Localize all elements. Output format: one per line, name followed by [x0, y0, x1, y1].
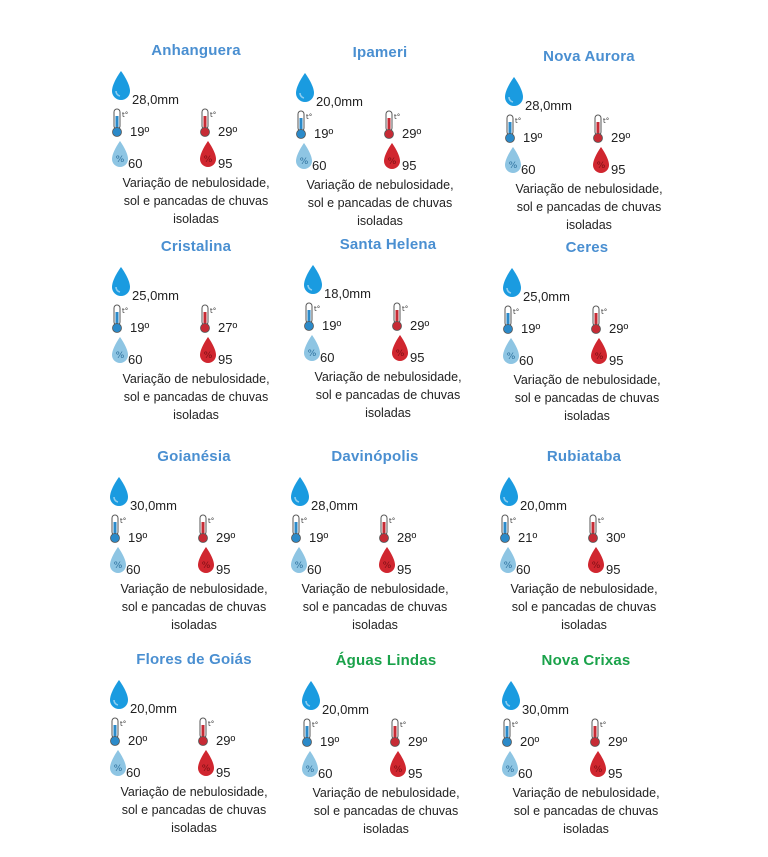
svg-text:t°: t°	[389, 517, 395, 525]
rainfall-value: 20,0mm	[520, 498, 567, 513]
min-temperature: 19º	[309, 530, 329, 545]
min-humidity: 60	[516, 562, 531, 577]
description-line: isoladas	[563, 822, 609, 836]
svg-text:t°: t°	[601, 308, 607, 316]
rain-drop-icon	[108, 476, 130, 508]
description-line: isoladas	[352, 618, 398, 632]
description-line: isoladas	[365, 406, 411, 420]
description-line: isoladas	[173, 408, 219, 422]
max-humidity: 95	[397, 562, 412, 577]
rain-drop-icon	[110, 266, 132, 298]
svg-text:t°: t°	[400, 721, 406, 729]
description-line: Variação de nebulosidade,	[120, 582, 268, 596]
city-name: Águas Lindas	[335, 652, 437, 669]
max-humidity: 95	[216, 562, 231, 577]
rainfall-value: 28,0mm	[132, 92, 179, 107]
rainfall-value: 25,0mm	[132, 288, 179, 303]
max-humidity: 95	[410, 350, 425, 365]
humidity-high-icon	[589, 337, 609, 365]
description-line: sol e pancadas de chuvas	[123, 194, 269, 208]
rainfall-value: 28,0mm	[525, 98, 572, 113]
humidity-high-icon	[382, 142, 402, 170]
humidity-high-icon	[198, 336, 218, 364]
svg-text:t°: t°	[301, 517, 307, 525]
humidity-high-icon	[198, 140, 218, 168]
thermometer-cold-icon	[110, 304, 128, 334]
thermometer-cold-icon	[503, 114, 521, 144]
min-humidity: 60	[307, 562, 322, 577]
rain-drop-icon	[289, 476, 311, 508]
thermometer-hot-icon	[589, 305, 607, 335]
min-temperature: 20º	[520, 734, 540, 749]
city-name: Cristalina	[160, 238, 232, 255]
thermometer-hot-icon	[588, 718, 606, 748]
description-line: isoladas	[171, 821, 217, 835]
city-card	[494, 448, 674, 632]
min-temperature: 19º	[314, 126, 334, 141]
rainfall-value: 18,0mm	[324, 286, 371, 301]
thermometer-hot-icon	[388, 718, 406, 748]
city-card	[104, 651, 284, 835]
svg-text:%: %	[387, 157, 397, 167]
thermometer-cold-icon	[289, 514, 307, 544]
svg-text:%: %	[115, 351, 125, 361]
rainfall-value: 28,0mm	[311, 498, 358, 513]
svg-text:%: %	[508, 161, 518, 171]
humidity-low-icon	[108, 749, 128, 777]
min-humidity: 60	[128, 156, 143, 171]
svg-text:%: %	[596, 161, 606, 171]
thermometer-hot-icon	[586, 514, 604, 544]
description-line: Variação de nebulosidade,	[513, 373, 661, 387]
svg-text:%: %	[305, 765, 315, 775]
description-line: Variação de nebulosidade,	[312, 786, 460, 800]
svg-text:t°: t°	[603, 117, 609, 125]
weather-description	[96, 370, 296, 424]
svg-text:t°: t°	[598, 517, 604, 525]
svg-text:t°: t°	[306, 113, 312, 121]
svg-text:%: %	[299, 157, 309, 167]
description-line: isoladas	[171, 618, 217, 632]
svg-text:%: %	[395, 349, 405, 359]
svg-text:t°: t°	[314, 305, 320, 313]
city-card	[298, 236, 478, 420]
rain-drop-icon	[500, 680, 522, 712]
max-temperature: 28º	[397, 530, 417, 545]
description-line: Variação de nebulosidade,	[120, 785, 268, 799]
svg-text:%: %	[593, 765, 603, 775]
weather-description	[94, 580, 294, 634]
thermometer-hot-icon	[198, 108, 216, 138]
city-card	[104, 448, 284, 632]
description-line: isoladas	[363, 822, 409, 836]
svg-text:t°: t°	[394, 113, 400, 121]
min-temperature: 19º	[130, 124, 150, 139]
description-line: Variação de nebulosidade,	[512, 786, 660, 800]
max-temperature: 29º	[216, 733, 236, 748]
city-card	[290, 44, 470, 228]
description-line: sol e pancadas de chuvas	[516, 200, 662, 214]
humidity-high-icon	[591, 146, 611, 174]
max-humidity: 95	[611, 162, 626, 177]
humidity-high-icon	[586, 546, 606, 574]
city-name: Ipameri	[352, 44, 408, 61]
description-line: Variação de nebulosidade,	[306, 178, 454, 192]
weather-description	[484, 580, 684, 634]
thermometer-hot-icon	[390, 302, 408, 332]
min-humidity: 60	[318, 766, 333, 781]
description-line: isoladas	[357, 214, 403, 228]
min-temperature: 19º	[130, 320, 150, 335]
max-temperature: 29º	[410, 318, 430, 333]
max-temperature: 29º	[218, 124, 238, 139]
humidity-low-icon	[110, 140, 130, 168]
min-temperature: 19º	[320, 734, 340, 749]
humidity-high-icon	[196, 749, 216, 777]
description-line: sol e pancadas de chuvas	[315, 388, 461, 402]
thermometer-cold-icon	[500, 718, 518, 748]
humidity-high-icon	[377, 546, 397, 574]
svg-text:t°: t°	[512, 721, 518, 729]
city-name: Nova Aurora	[543, 48, 635, 65]
humidity-high-icon	[390, 334, 410, 362]
rain-drop-icon	[300, 680, 322, 712]
max-humidity: 95	[216, 765, 231, 780]
humidity-low-icon	[108, 546, 128, 574]
thermometer-cold-icon	[108, 717, 126, 747]
rain-drop-icon	[110, 70, 132, 102]
min-humidity: 60	[518, 766, 533, 781]
svg-text:%: %	[113, 764, 123, 774]
humidity-low-icon	[300, 750, 320, 778]
svg-text:t°: t°	[600, 721, 606, 729]
city-card	[499, 48, 679, 232]
city-name: Ceres	[565, 239, 609, 256]
city-card	[106, 238, 286, 422]
min-humidity: 60	[126, 562, 141, 577]
svg-text:t°: t°	[122, 111, 128, 119]
rainfall-value: 30,0mm	[130, 498, 177, 513]
max-temperature: 29º	[608, 734, 628, 749]
description-line: sol e pancadas de chuvas	[123, 390, 269, 404]
min-humidity: 60	[521, 162, 536, 177]
description-line: sol e pancadas de chuvas	[121, 803, 267, 817]
description-line: sol e pancadas de chuvas	[307, 196, 453, 210]
thermometer-cold-icon	[302, 302, 320, 332]
weather-description	[96, 174, 296, 228]
description-line: sol e pancadas de chuvas	[121, 600, 267, 614]
weather-description	[286, 784, 486, 838]
rain-drop-icon	[108, 679, 130, 711]
weather-description	[288, 368, 488, 422]
description-line: isoladas	[564, 409, 610, 423]
svg-text:%: %	[594, 352, 604, 362]
svg-text:t°: t°	[120, 720, 126, 728]
thermometer-cold-icon	[108, 514, 126, 544]
rainfall-value: 30,0mm	[522, 702, 569, 717]
svg-text:%: %	[393, 765, 403, 775]
min-temperature: 19º	[128, 530, 148, 545]
svg-text:%: %	[382, 561, 392, 571]
rain-drop-icon	[302, 264, 324, 296]
city-card	[496, 652, 676, 836]
rain-drop-icon	[498, 476, 520, 508]
weather-description	[280, 176, 480, 230]
humidity-low-icon	[501, 337, 521, 365]
weather-description	[486, 784, 686, 838]
min-temperature: 21º	[518, 530, 538, 545]
svg-text:t°: t°	[513, 308, 519, 316]
svg-text:t°: t°	[210, 111, 216, 119]
humidity-low-icon	[503, 146, 523, 174]
humidity-low-icon	[110, 336, 130, 364]
min-humidity: 60	[128, 352, 143, 367]
humidity-high-icon	[196, 546, 216, 574]
description-line: sol e pancadas de chuvas	[313, 804, 459, 818]
thermometer-cold-icon	[300, 718, 318, 748]
description-line: Variação de nebulosidade,	[510, 582, 658, 596]
humidity-high-icon	[588, 750, 608, 778]
svg-text:%: %	[201, 764, 211, 774]
humidity-low-icon	[498, 546, 518, 574]
description-line: sol e pancadas de chuvas	[302, 600, 448, 614]
svg-text:%: %	[307, 349, 317, 359]
svg-text:%: %	[294, 561, 304, 571]
max-humidity: 95	[606, 562, 621, 577]
city-card	[497, 239, 677, 423]
max-humidity: 95	[608, 766, 623, 781]
city-name: Goianésia	[157, 448, 231, 465]
description-line: Variação de nebulosidade,	[515, 182, 663, 196]
city-name: Nova Crixas	[541, 652, 631, 669]
humidity-low-icon	[294, 142, 314, 170]
max-temperature: 30º	[606, 530, 626, 545]
description-line: Variação de nebulosidade,	[301, 582, 449, 596]
city-card	[285, 448, 465, 632]
svg-text:t°: t°	[515, 117, 521, 125]
svg-text:t°: t°	[122, 307, 128, 315]
thermometer-cold-icon	[110, 108, 128, 138]
svg-text:t°: t°	[402, 305, 408, 313]
max-temperature: 29º	[408, 734, 428, 749]
svg-text:%: %	[503, 561, 513, 571]
city-name: Anhanguera	[151, 42, 241, 59]
min-humidity: 60	[312, 158, 327, 173]
svg-text:t°: t°	[208, 517, 214, 525]
description-line: Variação de nebulosidade,	[314, 370, 462, 384]
thermometer-hot-icon	[196, 717, 214, 747]
svg-text:t°: t°	[312, 721, 318, 729]
city-name: Santa Helena	[339, 236, 437, 253]
svg-text:%: %	[591, 561, 601, 571]
svg-text:%: %	[201, 561, 211, 571]
humidity-low-icon	[289, 546, 309, 574]
max-humidity: 95	[408, 766, 423, 781]
rain-drop-icon	[501, 267, 523, 299]
svg-text:%: %	[505, 765, 515, 775]
weather-description	[489, 180, 689, 234]
rainfall-value: 20,0mm	[322, 702, 369, 717]
rain-drop-icon	[503, 76, 525, 108]
thermometer-cold-icon	[498, 514, 516, 544]
min-temperature: 19º	[523, 130, 543, 145]
description-line: isoladas	[566, 218, 612, 232]
city-name: Davinópolis	[331, 448, 419, 465]
weather-description	[487, 371, 687, 425]
max-humidity: 95	[218, 352, 233, 367]
description-line: sol e pancadas de chuvas	[511, 600, 657, 614]
min-humidity: 60	[519, 353, 534, 368]
city-name: Flores de Goiás	[136, 651, 252, 668]
description-line: sol e pancadas de chuvas	[514, 391, 660, 405]
thermometer-hot-icon	[196, 514, 214, 544]
svg-text:t°: t°	[210, 307, 216, 315]
min-humidity: 60	[320, 350, 335, 365]
svg-text:%: %	[506, 352, 516, 362]
description-line: Variação de nebulosidade,	[122, 176, 270, 190]
thermometer-hot-icon	[377, 514, 395, 544]
city-card	[106, 42, 286, 226]
max-temperature: 29º	[611, 130, 631, 145]
max-temperature: 29º	[402, 126, 422, 141]
max-temperature: 29º	[609, 321, 629, 336]
description-line: sol e pancadas de chuvas	[513, 804, 659, 818]
humidity-low-icon	[302, 334, 322, 362]
weather-description	[275, 580, 475, 634]
thermometer-cold-icon	[294, 110, 312, 140]
max-temperature: 27º	[218, 320, 238, 335]
svg-text:%: %	[113, 561, 123, 571]
rainfall-value: 20,0mm	[130, 701, 177, 716]
svg-text:t°: t°	[510, 517, 516, 525]
max-temperature: 29º	[216, 530, 236, 545]
rainfall-value: 25,0mm	[523, 289, 570, 304]
thermometer-hot-icon	[591, 114, 609, 144]
max-humidity: 95	[218, 156, 233, 171]
max-humidity: 95	[609, 353, 624, 368]
svg-text:%: %	[115, 155, 125, 165]
min-temperature: 19º	[521, 321, 541, 336]
thermometer-cold-icon	[501, 305, 519, 335]
city-card	[296, 652, 476, 836]
humidity-high-icon	[388, 750, 408, 778]
min-temperature: 20º	[128, 733, 148, 748]
humidity-low-icon	[500, 750, 520, 778]
description-line: Variação de nebulosidade,	[122, 372, 270, 386]
rain-drop-icon	[294, 72, 316, 104]
min-humidity: 60	[126, 765, 141, 780]
weather-description	[94, 783, 294, 837]
svg-text:t°: t°	[208, 720, 214, 728]
thermometer-hot-icon	[382, 110, 400, 140]
min-temperature: 19º	[322, 318, 342, 333]
svg-text:t°: t°	[120, 517, 126, 525]
max-humidity: 95	[402, 158, 417, 173]
rainfall-value: 20,0mm	[316, 94, 363, 109]
city-name: Rubiataba	[546, 448, 622, 465]
description-line: isoladas	[173, 212, 219, 226]
svg-text:%: %	[203, 155, 213, 165]
svg-text:%: %	[203, 351, 213, 361]
description-line: isoladas	[561, 618, 607, 632]
thermometer-hot-icon	[198, 304, 216, 334]
